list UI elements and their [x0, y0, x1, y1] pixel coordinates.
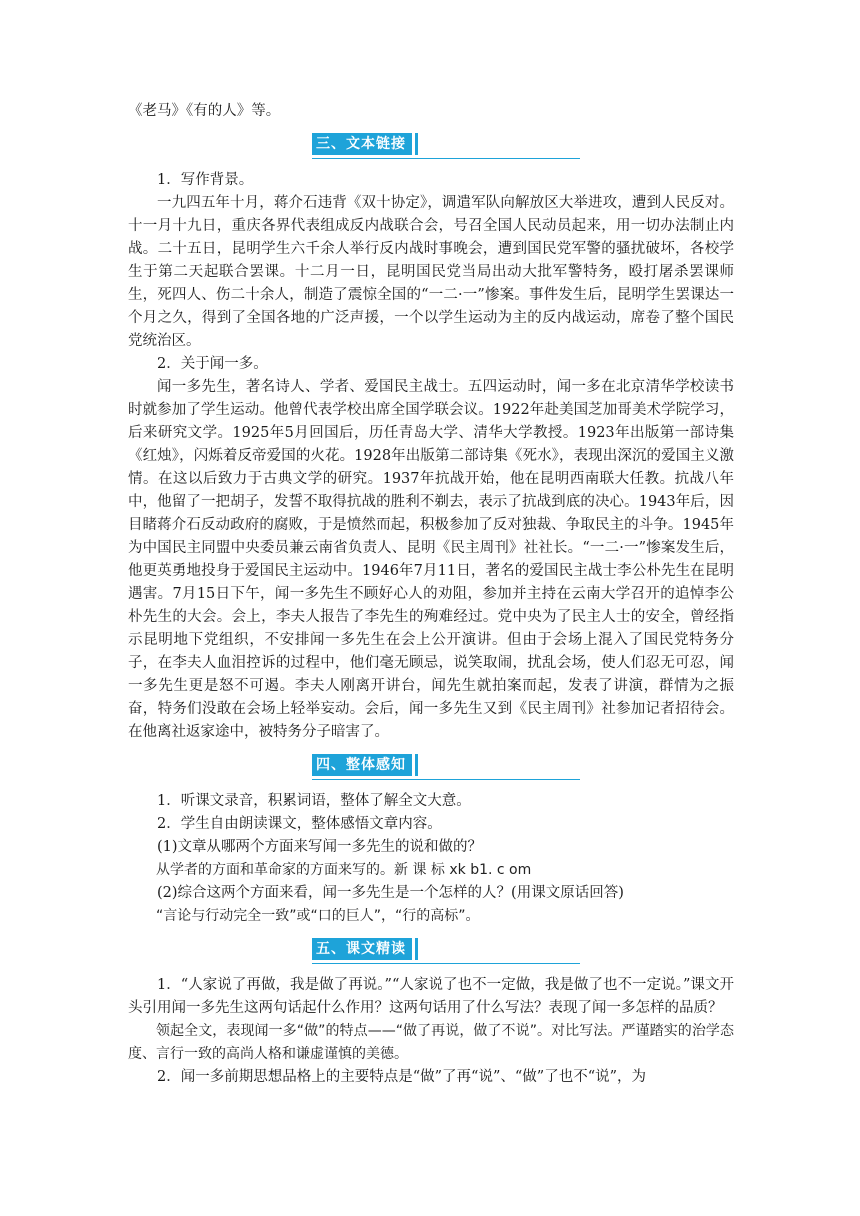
intro-line: 《老马》《有的人》等。: [128, 103, 281, 119]
section-4-heading: 四、整体感知: [312, 754, 415, 776]
s4-item-1: 1．听课文录音，积累词语，整体了解全文大意。: [157, 793, 471, 809]
s5-answer-1: 领起全文，表现闻一多“做”的特点——“做了再说，做了不说”。对比写法。严谨踏实的治学态度、言行一致的高尚人格和谦虚谨慎的美德。: [128, 1023, 734, 1062]
section-5-rule: [312, 963, 580, 964]
item-2-text: 闻一多先生，著名诗人、学者、爱国民主战士。五四运动时，闻一多在北京清华学校读书时就参加了学生运动。他曾代表学校出席全国学联会议。1922年赴美国芝加哥美术学院学习，后来研究文学。1925年5月回国后，历任青岛大学、清华大学教授。1923年出版第一部诗集《红烛》，闪烁着反帝爱国的火花。1928年出版第二部诗集《死水》，表现出深沉的爱国主义激情。在这以后致力于古典文学的研究。1937年抗战开始，他在昆明西南联大任教。抗战八年中，他留了一把胡子，发誓不取得抗战的胜利不剃去，表示了抗战到底的决心。1943年后，因目睹蒋介石反动政府的腐败，于是愤然而起，积极参加了反对独裁、争取民主的斗争。1945年为中国民主同盟中央委员兼云南省负责人、昆明《民主周刊》社社长。“一二·一”惨案发生后，他更英勇地投身于爱国民主运动中。1946年7月11日，著名的爱国民主战士李公朴先生在昆明遇害。7月15日下午，闻一多先生不顾好心人的劝阻，参加并主持在云南大学召开的追悼李公朴先生的大会。会上，李夫人报告了李先生的殉难经过。党中央为了民主人士的安全，曾经指示昆明地下党组织，不安排闻一多先生在会上公开演讲。但由于会场上混入了国民党特务分子，在李夫人血泪控诉的过程中，他们毫无顾忌，说笑取闹，扰乱会场，使人们忍无可忍，闻一多先生更是怒不可遏。李夫人刚离开讲台，闻先生就拍案而起，发表了讲演，群情为之振奋，特务们没敢在会场上轻举妄动。会后，闻一多先生又到《民主周刊》社参加记者招待会。在他离社返家途中，被特务分子暗害了。: [128, 379, 734, 740]
s4-item-2: 2．学生自由朗读课文，整体感悟文章内容。: [157, 816, 442, 832]
s5-question-2: 2．闻一多前期思想品格上的主要特点是“做”了再“说”、“做”了也不“说”，为: [157, 1069, 647, 1085]
section-3-heading-row: [128, 127, 734, 163]
s4-question-2: (2)综合这两个方面来看，闻一多先生是一个怎样的人？(用课文原话回答): [157, 885, 624, 901]
item-1-title: 1．写作背景。: [157, 172, 254, 188]
section-3-heading: 三、文本链接: [312, 133, 415, 155]
section-5-heading-row: [128, 932, 734, 968]
section-4-rule: [312, 779, 580, 780]
item-1-text: 一九四五年十月，蒋介石违背《双十协定》，调遣军队向解放区大举进攻，遭到人民反对。十一月十九日，重庆各界代表组成反内战联合会，号召全国人民动员起来，用一切办法制止内战。二十五日，昆明学生六千余人举行反内战时事晚会，遭到国民党军警的骚扰破坏，各校学生于第二天起联合罢课。十二月一日，昆明国民党当局出动大批军警特务，殴打屠杀罢课师生，死四人、伤二十余人，制造了震惊全国的“一二·一”惨案。事件发生后，昆明学生罢课达一个月之久，得到了全国各地的广泛声援，一个以学生运动为主的反内战运动，席卷了整个国民党统治区。: [128, 195, 734, 349]
section-5-heading: 五、课文精读: [312, 938, 415, 960]
section-4-heading-row: [128, 748, 734, 784]
s5-question-1: 1．“人家说了再做，我是做了再说。”“人家说了也不一定做，我是做了也不一定说。”课文开头引用闻一多先生这两句话起什么作用？这两句话用了什么写法？表现了闻一多怎样的品质？: [128, 977, 734, 1016]
document-body: [128, 100, 734, 1089]
item-2-title: 2．关于闻一多。: [157, 356, 268, 372]
s4-answer-2: “言论与行动完全一致”或“口的巨人”，“行的高标”。: [156, 908, 480, 924]
s4-answer-1: 从学者的方面和革命家的方面来写的。新 课 标 xk b1. c om: [156, 862, 532, 878]
section-3-rule: [312, 158, 580, 159]
s4-question-1: (1)文章从哪两个方面来写闻一多先生的说和做的？: [157, 839, 483, 855]
